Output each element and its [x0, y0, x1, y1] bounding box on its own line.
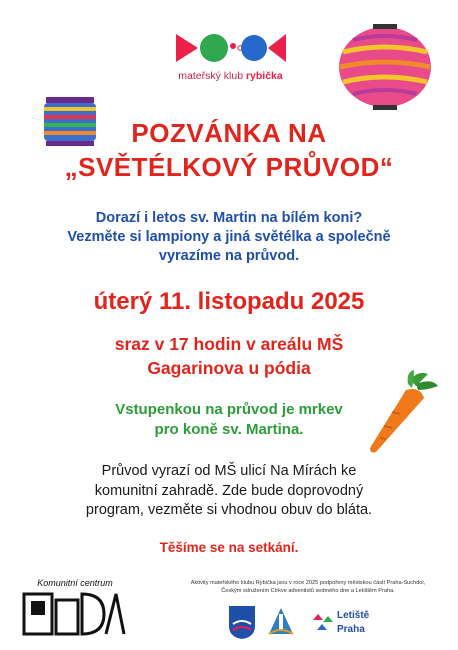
closing-text: Těšíme se na setkání. [159, 540, 299, 555]
meeting-line-2: Gagarinova u pódia [147, 358, 311, 378]
route-info [50, 462, 408, 521]
round-lantern-icon [335, 22, 435, 112]
route-line-2: komunitní zahradě. Zde bude doprovodný [94, 482, 364, 499]
intro-line-2: Vezměte si lampiony a jiná světélka a společně [67, 229, 391, 245]
route-line-1: Průvod vyrazí od MŠ ulicí Na Mírách ke [101, 463, 357, 479]
letiste-praha-logo-icon [313, 610, 370, 635]
intro-line-1: Dorazí i letos sv. Martin na bílém koni? [95, 210, 363, 226]
title-line-1: POZVÁNKA NA [131, 118, 327, 148]
ticket-line-1: Vstupenkou na průvod je mrkev [115, 401, 343, 418]
sponsor-line-2: Českým sdružením Církve adventistů sedmého dne a Letištěm Praha. [221, 588, 395, 594]
title-line-2: „SVĚTÉLKOVÝ PRŮVOD“ [64, 152, 394, 182]
logo-name: rybička [245, 70, 283, 82]
logo-prefix: mateřský klub [178, 70, 246, 82]
letiste-line-2: Praha [337, 624, 365, 635]
ticket-line-2: pro koně sv. Martina. [154, 421, 304, 438]
puda-logo-icon [22, 590, 126, 638]
ticket-info [40, 400, 418, 440]
sponsor-line-1: Aktivity mateřského klubu Rybička jsou v roce 2025 podpořeny městskou částí Praha-Suchdol, [190, 580, 426, 586]
route-line-3: program, vezměte si vhodnou obuv do bláta. [85, 502, 373, 518]
suchdol-crest-icon [229, 606, 255, 639]
letiste-line-1: Letiště [337, 610, 370, 621]
event-date: úterý 11. listopadu 2025 [93, 288, 365, 315]
intro-text [40, 209, 418, 266]
adventist-church-icon [269, 608, 293, 634]
meeting-line-1: sraz v 17 hodin v areálu MŠ [114, 334, 344, 354]
intro-line-3: vyrazíme na průvod. [158, 248, 300, 264]
sponsor-logos [225, 604, 450, 640]
community-center-label: Komunitní centrum [37, 578, 113, 588]
logo-caption [168, 70, 293, 82]
sponsor-note [178, 579, 438, 595]
